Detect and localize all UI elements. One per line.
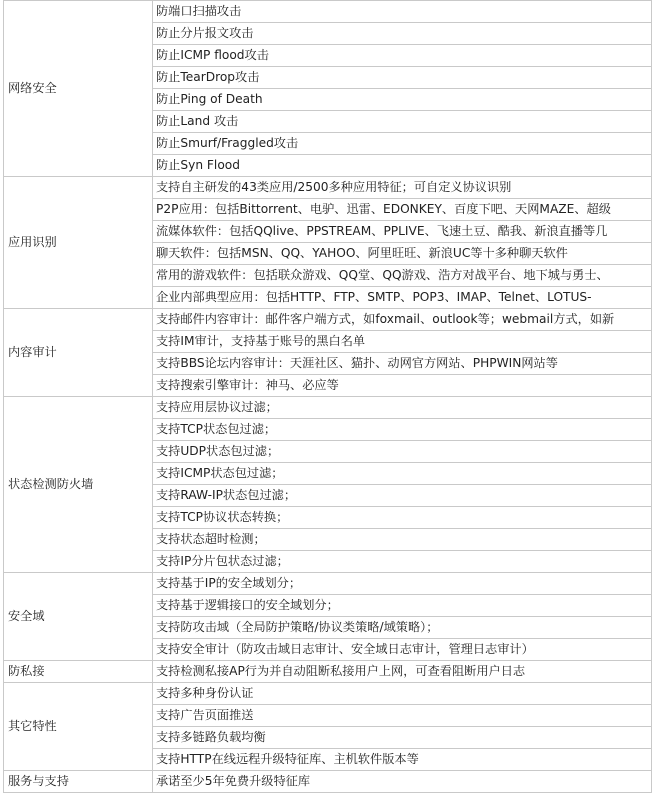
category-cell: 防私接 <box>4 661 153 683</box>
feature-item-cell: 支持BBS论坛内容审计：天涯社区、猫扑、动网官方网站、PHPWIN网站等 <box>153 353 652 375</box>
feature-item-cell: 承诺至少5年免费升级特征库 <box>153 771 652 793</box>
category-cell: 其它特性 <box>4 683 153 771</box>
table-row <box>4 683 652 705</box>
feature-item-cell: 支持基于IP的安全域划分； <box>153 573 652 595</box>
category-cell: 服务与支持 <box>4 771 153 793</box>
table-row <box>4 661 652 683</box>
feature-item-cell: 支持安全审计（防攻击域日志审计、安全域日志审计，管理日志审计） <box>153 639 652 661</box>
feature-item-cell: 常用的游戏软件：包括联众游戏、QQ堂、QQ游戏、浩方对战平台、地下城与勇士、 <box>153 265 652 287</box>
feature-item-cell: 支持HTTP在线远程升级特征库、主机软件版本等 <box>153 749 652 771</box>
feature-item-cell: 防端口扫描攻击 <box>153 1 652 23</box>
feature-item-cell: 支持防攻击域（全局防护策略/协议类策略/域策略）； <box>153 617 652 639</box>
feature-item-cell: 支持UDP状态包过滤； <box>153 441 652 463</box>
feature-item-cell: 防止Land 攻击 <box>153 111 652 133</box>
spec-table-body <box>4 1 652 793</box>
feature-item-cell: 支持状态超时检测； <box>153 529 652 551</box>
feature-item-cell: 防止Syn Flood <box>153 155 652 177</box>
feature-item-cell: 支持RAW-IP状态包过滤； <box>153 485 652 507</box>
table-row <box>4 771 652 793</box>
feature-item-cell: 支持ICMP状态包过滤； <box>153 463 652 485</box>
feature-item-cell: 防止ICMP flood攻击 <box>153 45 652 67</box>
feature-item-cell: 支持检测私接AP行为并自动阻断私接用户上网，可查看阻断用户日志 <box>153 661 652 683</box>
feature-item-cell: 支持IM审计，支持基于账号的黑白名单 <box>153 331 652 353</box>
category-cell: 应用识别 <box>4 177 153 309</box>
table-row <box>4 177 652 199</box>
feature-item-cell: 支持多种身份认证 <box>153 683 652 705</box>
feature-item-cell: 支持自主研发的43类应用/2500多种应用特征；可自定义协议识别 <box>153 177 652 199</box>
feature-item-cell: P2P应用：包括Bittorrent、电驴、迅雷、EDONKEY、百度下吧、天网MAZE、超级 <box>153 199 652 221</box>
table-row <box>4 1 652 23</box>
feature-item-cell: 企业内部典型应用：包括HTTP、FTP、SMTP、POP3、IMAP、Telnet、LOTUS- <box>153 287 652 309</box>
category-cell: 状态检测防火墙 <box>4 397 153 573</box>
feature-item-cell: 支持基于逻辑接口的安全域划分； <box>153 595 652 617</box>
feature-item-cell: 聊天软件：包括MSN、QQ、YAHOO、阿里旺旺、新浪UC等十多种聊天软件 <box>153 243 652 265</box>
feature-item-cell: 支持应用层协议过滤； <box>153 397 652 419</box>
category-cell: 网络安全 <box>4 1 153 177</box>
category-cell: 安全域 <box>4 573 153 661</box>
feature-item-cell: 防止TearDrop攻击 <box>153 67 652 89</box>
feature-spec-table <box>3 0 652 793</box>
table-row <box>4 309 652 331</box>
feature-item-cell: 支持广告页面推送 <box>153 705 652 727</box>
table-row <box>4 397 652 419</box>
table-row <box>4 573 652 595</box>
category-cell: 内容审计 <box>4 309 153 397</box>
feature-item-cell: 防止Ping of Death <box>153 89 652 111</box>
feature-item-cell: 支持TCP协议状态转换； <box>153 507 652 529</box>
feature-item-cell: 支持IP分片包状态过滤； <box>153 551 652 573</box>
feature-item-cell: 支持多链路负载均衡 <box>153 727 652 749</box>
feature-item-cell: 支持邮件内容审计：邮件客户端方式，如foxmail、outlook等；webmail方式，如新 <box>153 309 652 331</box>
feature-item-cell: 流媒体软件：包括QQlive、PPSTREAM、PPLIVE、飞速土豆、酷我、新浪直播等几 <box>153 221 652 243</box>
feature-item-cell: 支持TCP状态包过滤； <box>153 419 652 441</box>
feature-item-cell: 防止Smurf/Fraggled攻击 <box>153 133 652 155</box>
feature-item-cell: 防止分片报文攻击 <box>153 23 652 45</box>
feature-item-cell: 支持搜索引擎审计：神马、必应等 <box>153 375 652 397</box>
